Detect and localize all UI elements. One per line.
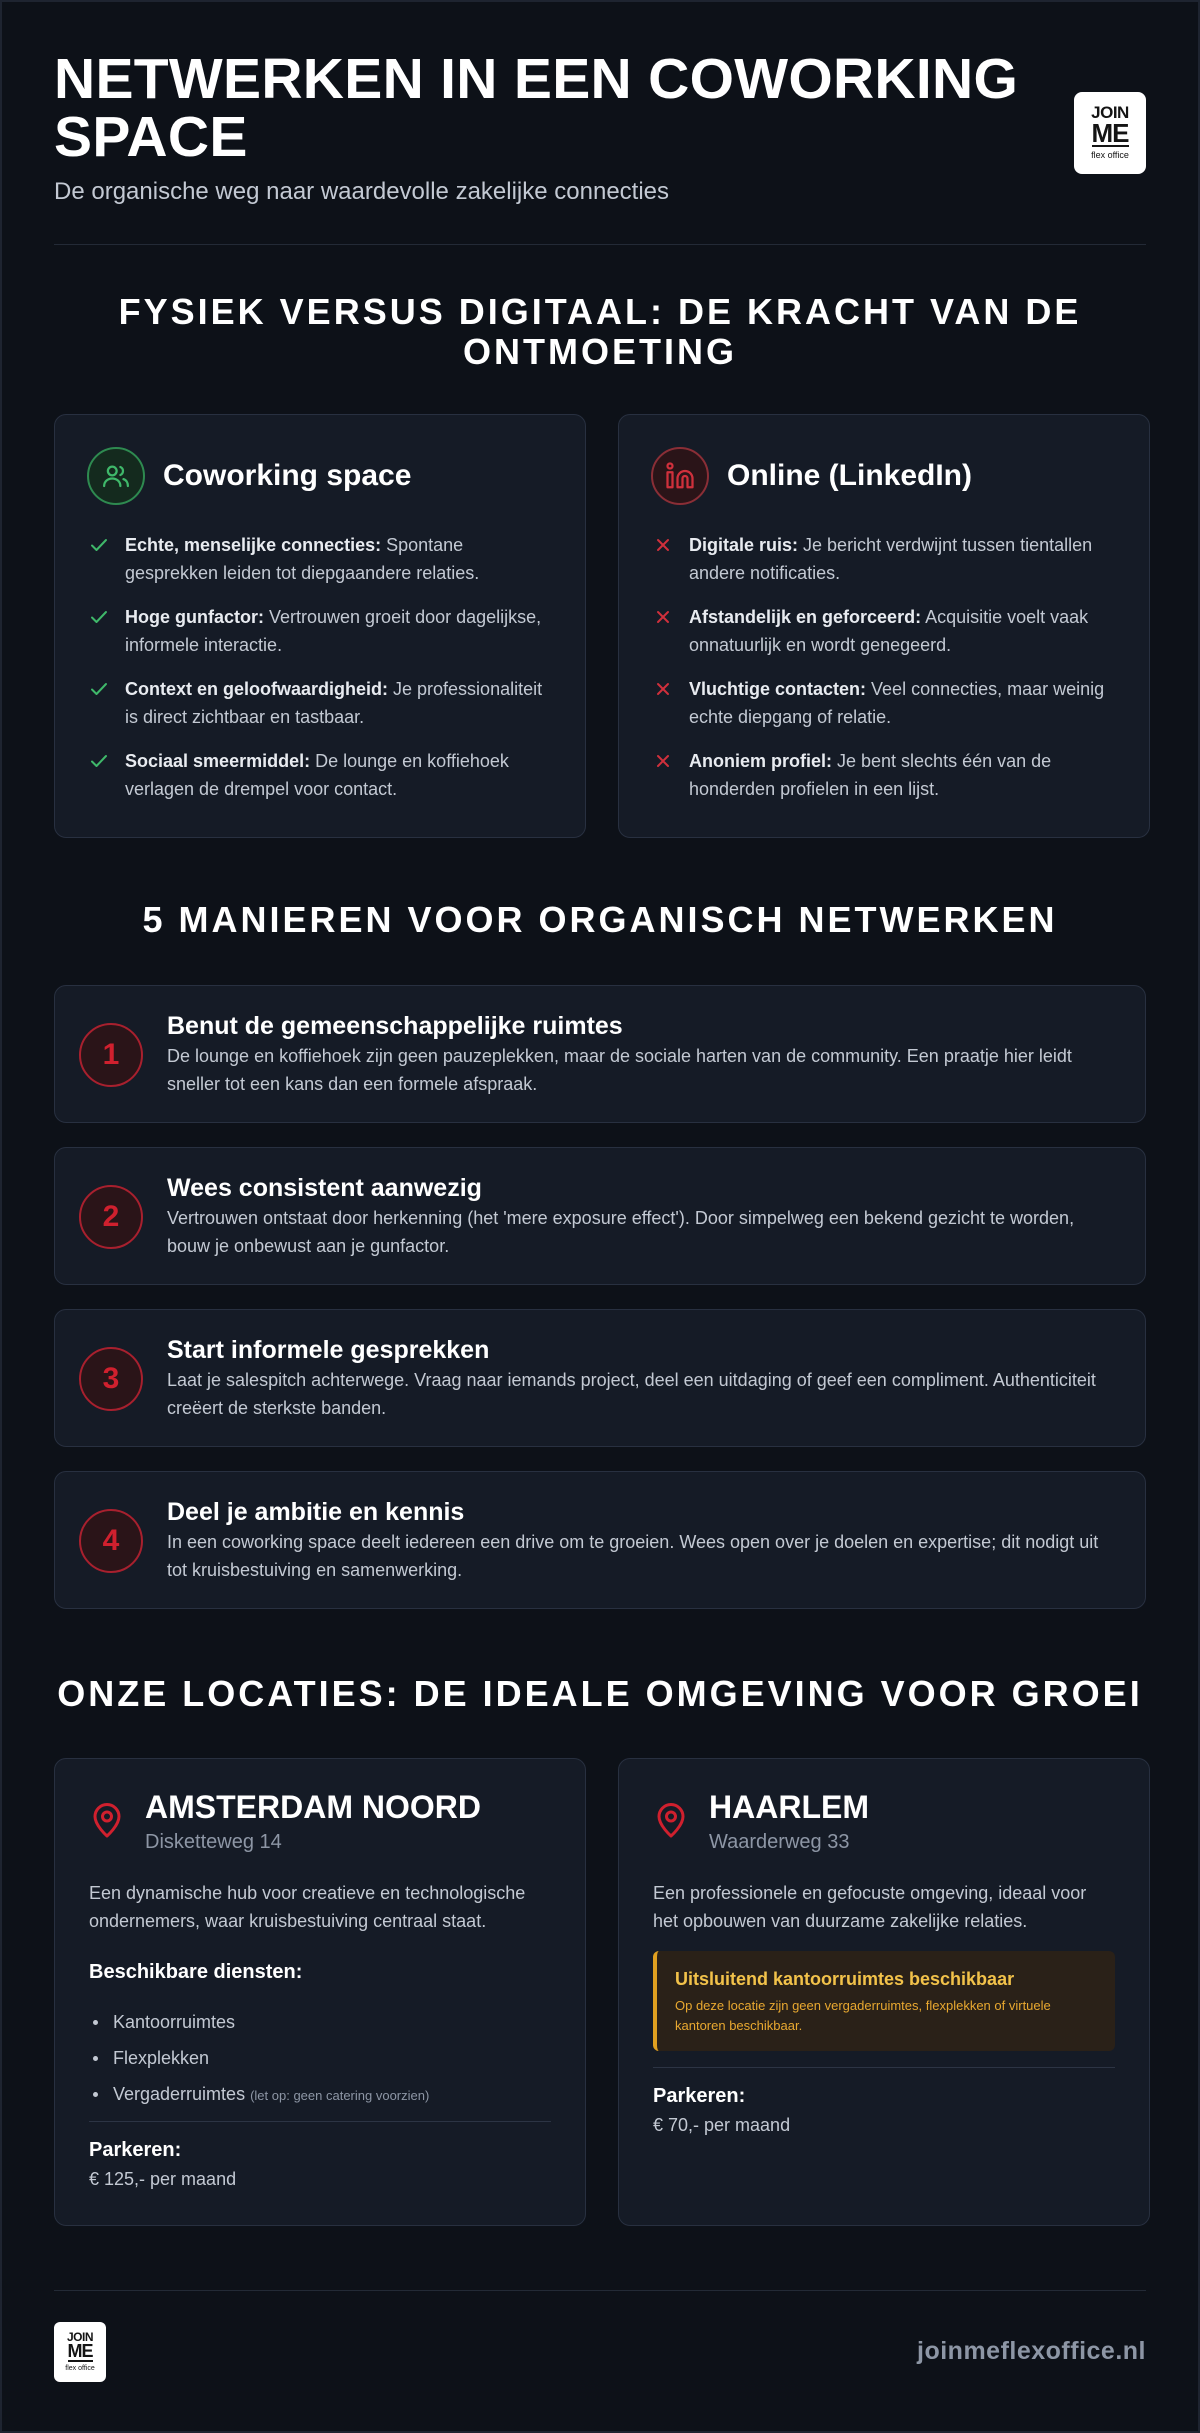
check-icon: [89, 535, 109, 555]
item-label: Sociaal smeermiddel:: [125, 751, 311, 771]
item-label: Hoge gunfactor:: [125, 607, 264, 627]
cross-icon: [653, 751, 673, 771]
step-number: 3: [79, 1347, 143, 1411]
availability-notice: [653, 1951, 1115, 2051]
page-title: NETWERKEN IN EEN COWORKING SPACE: [54, 47, 1019, 169]
parking-label: Parkeren:: [89, 2139, 182, 2161]
notice-title: Uitsluitend kantoorruimtes beschikbaar: [675, 1969, 1015, 1989]
comparison-item: [653, 531, 1115, 587]
location-description: Een professionele en gefocuste omgeving, ideaal voor het opbouwen van duurzame zakelijke relaties.: [653, 1883, 1087, 1931]
check-icon: [89, 607, 109, 627]
cross-icon: [653, 607, 673, 627]
map-pin-icon: [89, 1801, 125, 1841]
service-label: Kantoorruimtes: [113, 2012, 236, 2032]
check-icon: [89, 751, 109, 771]
step-number: 4: [79, 1509, 143, 1573]
item-text: Veel connecties, maar weinig echte diepgang of relatie.: [689, 679, 1105, 727]
online-card-title: Online (LinkedIn): [727, 459, 972, 492]
service-label: Vergaderruimtes: [113, 2084, 246, 2104]
location-divider: [89, 2121, 551, 2122]
comparison-item: [653, 603, 1115, 659]
coworking-card-title: Coworking space: [163, 459, 412, 492]
item-text: De lounge en koffiehoek verlagen de drempel voor contact.: [125, 751, 509, 799]
location-name: AMSTERDAM NOORD: [145, 1789, 481, 1825]
cross-icon: [653, 535, 673, 555]
website-link[interactable]: joinmeflexoffice.nl: [917, 2337, 1146, 2365]
services-list: [89, 2004, 429, 2114]
item-label: Digitale ruis:: [689, 535, 799, 555]
logo-line-1: JOIN: [66, 2330, 93, 2344]
way-card: [54, 1147, 1146, 1285]
step-text: Vertrouwen ontstaat door herkenning (het 'mere exposure effect'). Door simpelweg een bekend gezicht te worden, bouw je onbewust aan je gunfactor.: [167, 1208, 1075, 1256]
item-text: Spontane gesprekken leiden tot diepgaandere relaties.: [125, 535, 480, 583]
header-divider: [54, 244, 1146, 245]
online-card-header: [651, 447, 972, 505]
service-item: [89, 2040, 429, 2076]
coworking-card-header: [87, 447, 411, 505]
ways-heading: 5 MANIEREN VOOR ORGANISCH NETWERKEN: [142, 899, 1058, 940]
coworking-card: [54, 414, 586, 838]
logo-line-2: ME: [67, 2341, 93, 2361]
item-text: Je professionaliteit is direct zichtbaar en tastbaar.: [125, 679, 543, 727]
logo-line-2: ME: [1091, 118, 1129, 148]
logo-line-1: JOIN: [1091, 103, 1129, 122]
map-pin-icon: [653, 1801, 689, 1841]
item-label: Context en geloofwaardigheid:: [125, 679, 389, 699]
services-label: Beschikbare diensten:: [89, 1961, 303, 1983]
parking-value: € 70,- per maand: [653, 2115, 791, 2135]
comparison-item: [653, 747, 1115, 803]
step-title: Deel je ambitie en kennis: [167, 1498, 465, 1526]
location-address: Disketteweg 14: [145, 1831, 282, 1853]
location-address: Waarderweg 33: [709, 1831, 850, 1853]
way-card: [54, 1309, 1146, 1447]
coworking-benefits-list: [89, 531, 551, 819]
item-text: Je bent slechts één van de honderden profielen in een lijst.: [689, 751, 1052, 799]
join-me-logo: [1074, 92, 1146, 174]
notice-text: Op deze locatie zijn geen vergaderruimtes, flexplekken of virtuele kantoren beschikbaar.: [675, 1998, 1051, 2033]
item-text: Je bericht verdwijnt tussen tientallen andere notificaties.: [689, 535, 1093, 583]
users-icon: [87, 447, 145, 505]
step-number: 1: [79, 1023, 143, 1087]
step-number: 2: [79, 1185, 143, 1249]
page-subtitle: De organische weg naar waardevolle zakelijke connecties: [54, 178, 670, 205]
footer-logo: [54, 2322, 106, 2382]
logo-line-3: flex office: [65, 2365, 95, 2372]
item-label: Afstandelijk en geforceerd:: [689, 607, 922, 627]
comparison-item: [653, 675, 1115, 731]
item-label: Anoniem profiel:: [689, 751, 832, 771]
way-card: [54, 985, 1146, 1123]
parking-value: € 125,- per maand: [89, 2169, 237, 2189]
check-icon: [89, 679, 109, 699]
cross-icon: [653, 679, 673, 699]
step-title: Benut de gemeenschappelijke ruimtes: [167, 1012, 623, 1040]
footer-divider: [54, 2290, 1146, 2291]
way-card: [54, 1471, 1146, 1609]
online-drawbacks-list: [653, 531, 1115, 819]
location-divider: [653, 2067, 1115, 2068]
comparison-item: [89, 603, 551, 659]
step-text: Laat je salespitch achterwege. Vraag naar iemands project, deel een uitdaging of geef een compliment. Authenticiteit creëert de sterkste banden.: [167, 1370, 1096, 1418]
location-amsterdam-card: [54, 1758, 586, 2226]
comparison-item: [89, 531, 551, 587]
item-text: Acquisitie voelt vaak onnatuurlijk en wordt genegeerd.: [689, 607, 1089, 655]
online-card: [618, 414, 1150, 838]
location-haarlem-card: [618, 1758, 1150, 2226]
linkedin-icon: [651, 447, 709, 505]
item-label: Vluchtige contacten:: [689, 679, 867, 699]
step-text: In een coworking space deelt iedereen een drive om te groeien. Wees open over je doelen en expertise; dit nodigt uit tot kruisbestuiving en samenwerking.: [167, 1532, 1099, 1580]
service-note: (let op: geen catering voorzien): [250, 2088, 430, 2103]
step-title: Start informele gesprekken: [167, 1336, 490, 1364]
service-label: Flexplekken: [113, 2048, 210, 2068]
page-header: [54, 47, 1146, 205]
location-description: Een dynamische hub voor creatieve en technologische ondernemers, waar kruisbestuiving centraal staat.: [89, 1883, 526, 1931]
item-label: Echte, menselijke connecties:: [125, 535, 382, 555]
service-item: [89, 2004, 429, 2040]
item-text: Vertrouwen groeit door dagelijkse, informele interactie.: [125, 607, 542, 655]
comparison-item: [89, 747, 551, 803]
parking-label: Parkeren:: [653, 2085, 746, 2107]
service-item: [89, 2076, 429, 2114]
comparison-heading: FYSIEK VERSUS DIGITAAL: DE KRACHT VAN DE ONTMOETING: [118, 291, 1082, 372]
logo-line-3: flex office: [1091, 150, 1129, 160]
location-name: HAARLEM: [709, 1789, 869, 1825]
locations-heading: ONZE LOCATIES: DE IDEALE OMGEVING VOOR GROEI: [57, 1673, 1143, 1714]
comparison-item: [89, 675, 551, 731]
step-title: Wees consistent aanwezig: [167, 1174, 482, 1202]
step-text: De lounge en koffiehoek zijn geen pauzeplekken, maar de sociale harten van de community. Een praatje hier leidt sneller tot een kans dan een formele afspraak.: [167, 1046, 1072, 1094]
